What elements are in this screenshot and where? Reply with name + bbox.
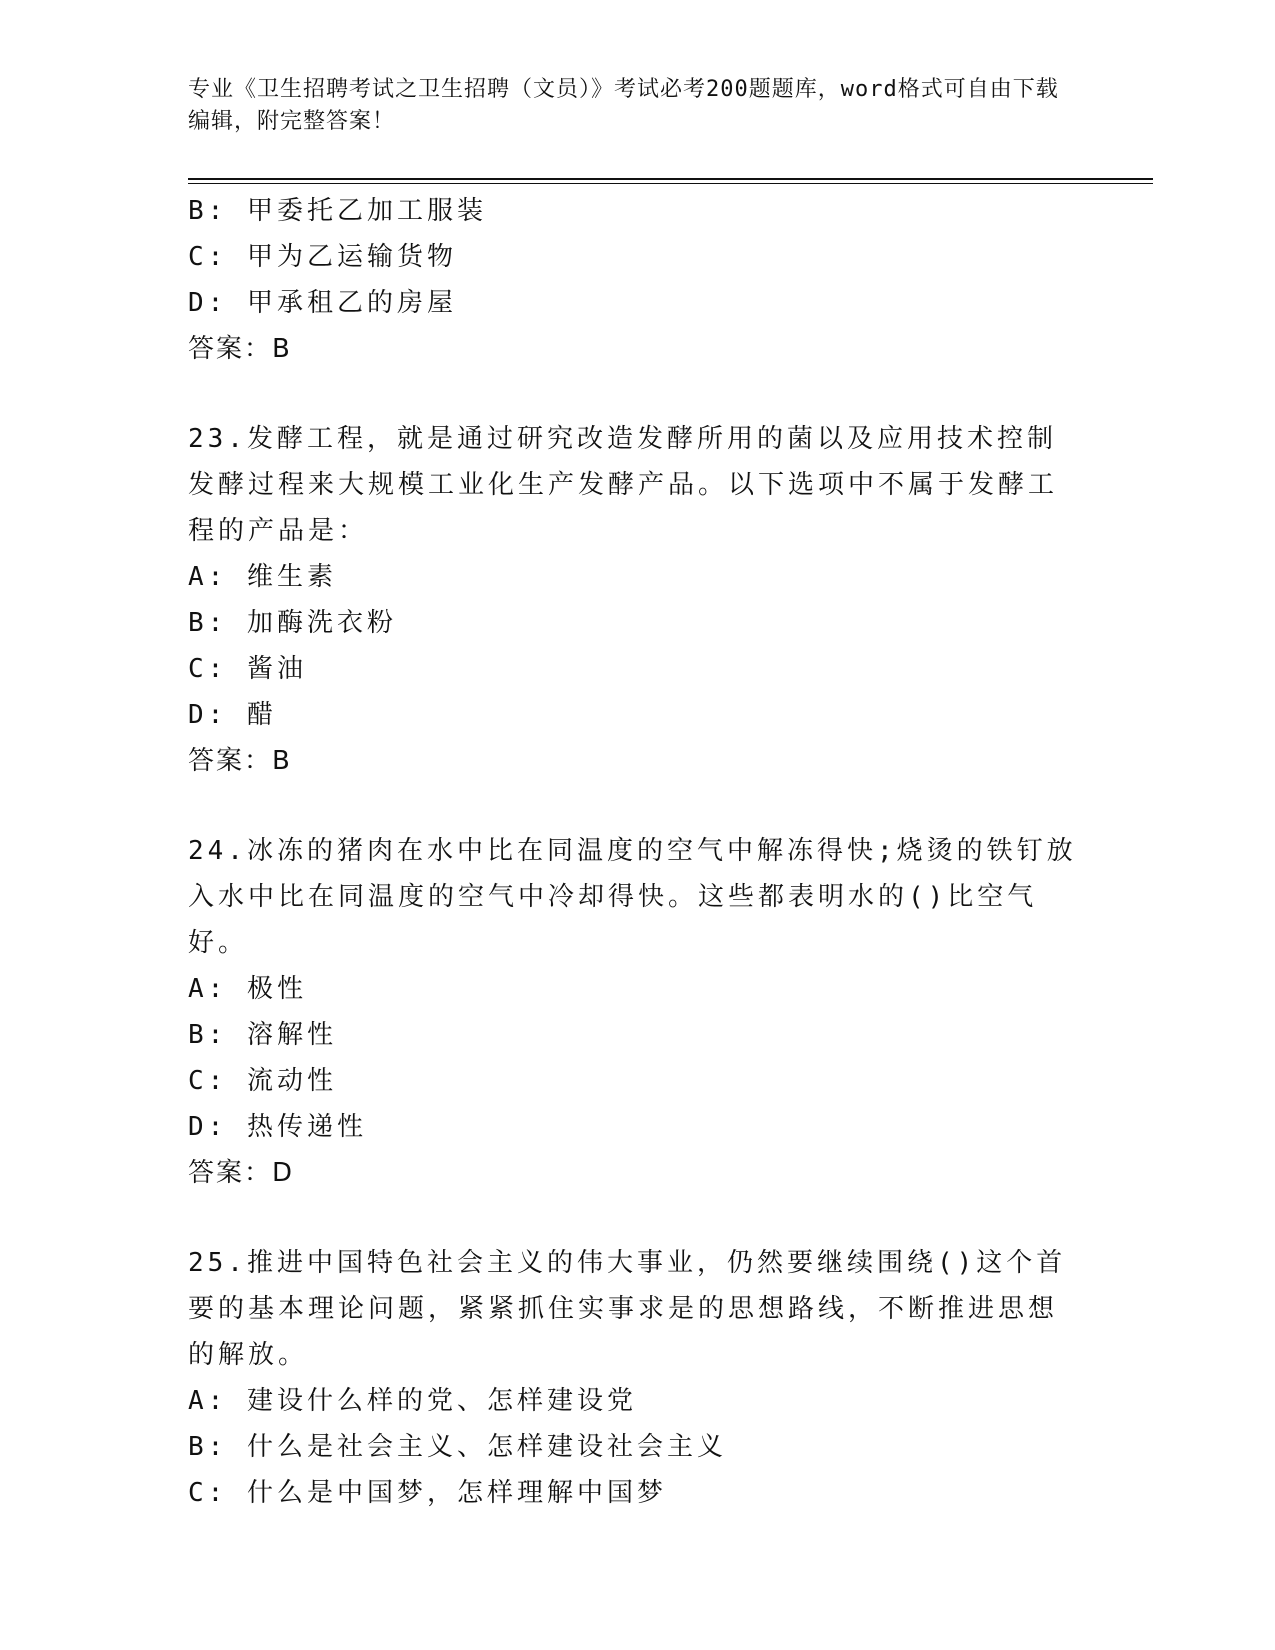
option-b: B: 加酶洗衣粉: [188, 608, 397, 638]
question-25: [188, 1240, 1078, 1516]
answer-line: 答案：B: [188, 334, 292, 364]
option-d: D: 甲承租乙的房屋: [188, 288, 457, 318]
option-c: C: 什么是中国梦，怎样理解中国梦: [188, 1478, 667, 1508]
question-list: [188, 188, 1078, 1516]
option-c: C: 酱油: [188, 654, 307, 684]
option-b: B: 什么是社会主义、怎样建设社会主义: [188, 1432, 727, 1462]
question-stem: 25.推进中国特色社会主义的伟大事业，仍然要继续围绕()这个首要的基本理论问题，紧紧抓住实事求是的思想路线，不断推进思想的解放。: [188, 1248, 1067, 1370]
answer-line: 答案：B: [188, 746, 292, 776]
header-divider: [188, 178, 1153, 184]
page-header: 专业《卫生招聘考试之卫生招聘（文员）》考试必考200题题库，word格式可自由下载编辑，附完整答案！: [188, 77, 1059, 134]
question-stem: 23.发酵工程，就是通过研究改造发酵所用的菌以及应用技术控制发酵过程来大规模工业化生产发酵产品。以下选项中不属于发酵工程的产品是：: [188, 424, 1059, 546]
option-c: C: 甲为乙运输货物: [188, 242, 457, 272]
question-24: [188, 828, 1078, 1196]
question-22: [188, 188, 1078, 372]
option-a: A: 建设什么样的党、怎样建设党: [188, 1386, 637, 1416]
option-a: A: 极性: [188, 974, 307, 1004]
question-stem: 24.冰冻的猪肉在水中比在同温度的空气中解冻得快;烧烫的铁钉放入水中比在同温度的空气中冷却得快。这些都表明水的()比空气好。: [188, 836, 1077, 958]
question-23: [188, 416, 1078, 784]
option-b: B: 溶解性: [188, 1020, 337, 1050]
option-a: A: 维生素: [188, 562, 337, 592]
option-c: C: 流动性: [188, 1066, 337, 1096]
option-d: D: 热传递性: [188, 1112, 367, 1142]
option-b: B: 甲委托乙加工服装: [188, 196, 487, 226]
option-d: D: 醋: [188, 700, 277, 730]
answer-line: 答案：D: [188, 1158, 295, 1188]
